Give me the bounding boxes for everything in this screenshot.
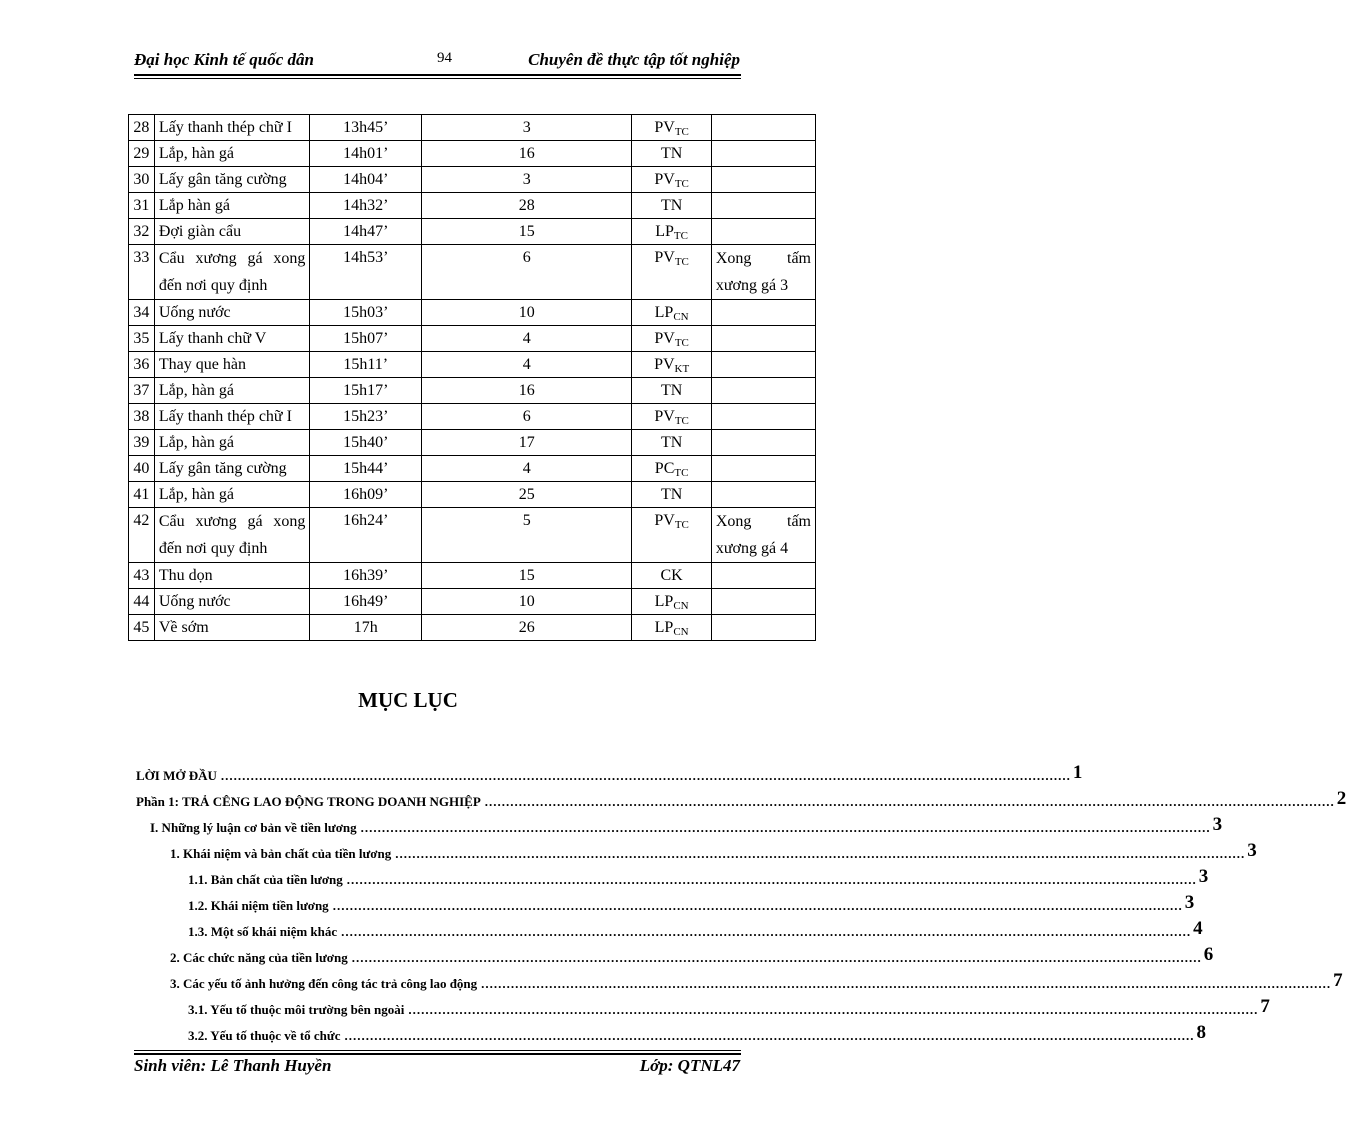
- code-main: LP: [655, 223, 674, 240]
- row-number-text: 35: [133, 330, 150, 347]
- row-time-text: 14h01’: [343, 145, 389, 162]
- code-main: TN: [660, 197, 683, 214]
- row-time-text: 14h47’: [343, 223, 389, 240]
- header-rule: [134, 74, 741, 76]
- toc-leader-dots: ........................................................................................................................................................................................................: [344, 1028, 1195, 1043]
- table-row: [129, 378, 816, 404]
- row-time: [310, 167, 422, 193]
- table-row: [129, 245, 816, 300]
- footer-student: Sinh viên: Lê Thanh Huyền: [134, 1056, 332, 1075]
- row-code: [632, 352, 711, 378]
- row-minutes-text: 15: [518, 223, 535, 240]
- toc-entry-label: 3. Các yếu tố ảnh hưởng đến công tác trả công lao động: [170, 976, 478, 991]
- table-row: [129, 456, 816, 482]
- row-minutes: [422, 300, 632, 326]
- row-number: [129, 508, 155, 563]
- row-time-text: 15h40’: [343, 434, 389, 451]
- row-minutes: [422, 378, 632, 404]
- header-page-number: 94: [437, 50, 452, 66]
- row-task-text: Về sớm: [158, 619, 209, 636]
- toc-leader-dots: ........................................................................................................................................................................................................: [395, 846, 1246, 861]
- row-time: [310, 430, 422, 456]
- table-row: [129, 326, 816, 352]
- toc-entry[interactable]: [136, 940, 1214, 966]
- row-code: [632, 167, 711, 193]
- row-time-text: 14h04’: [343, 171, 389, 188]
- row-task-text: Uống nước: [158, 593, 231, 610]
- code-main: PV: [654, 356, 675, 373]
- row-number: [129, 482, 155, 508]
- code-main: PV: [654, 512, 675, 529]
- toc-entry-label: 1.3. Một số khái niệm khác: [188, 924, 338, 939]
- code-main: PC: [654, 460, 675, 477]
- toc-leader-dots: ........................................................................................................................................................................................................: [360, 820, 1211, 835]
- toc-entry-label: I. Những lý luận cơ bản về tiền lương: [150, 820, 357, 835]
- row-number: [129, 378, 155, 404]
- row-task: [154, 615, 310, 641]
- row-time: [310, 141, 422, 167]
- toc-entry-page: 7: [1333, 970, 1343, 991]
- row-task: [154, 219, 310, 245]
- toc-leader-dots: ........................................................................................................................................................................................................: [481, 976, 1332, 991]
- row-minutes: [422, 219, 632, 245]
- row-task: [154, 404, 310, 430]
- row-task-text: Lấy thanh thép chữ I: [158, 119, 292, 136]
- toc-entry[interactable]: [136, 992, 1270, 1018]
- table-row: [129, 141, 816, 167]
- row-minutes: [422, 430, 632, 456]
- table-row: [129, 404, 816, 430]
- toc-entry-label: Phần 1: TRẢ CÊNG LAO ĐỘNG TRONG DOANH NGHIỆP: [136, 794, 481, 809]
- row-task: [154, 245, 310, 300]
- code-subscript: CN: [673, 626, 689, 638]
- row-note: [711, 615, 815, 641]
- code-subscript: TC: [673, 230, 688, 242]
- toc-title: MỤC LỤC: [358, 688, 458, 712]
- table-row: [129, 167, 816, 193]
- row-minutes-text: 3: [522, 119, 531, 136]
- row-number: [129, 589, 155, 615]
- row-time: [310, 615, 422, 641]
- row-task-text: Lắp, hàn gá: [158, 382, 234, 399]
- row-task: [154, 456, 310, 482]
- row-note: [711, 482, 815, 508]
- code-subscript: TC: [674, 256, 689, 268]
- row-minutes: [422, 141, 632, 167]
- table-row: [129, 193, 816, 219]
- row-minutes-text: 28: [518, 197, 535, 214]
- row-number-text: 36: [133, 356, 150, 373]
- row-number: [129, 456, 155, 482]
- row-task: [154, 482, 310, 508]
- row-time-text: 13h45’: [343, 119, 389, 136]
- row-number-text: 30: [133, 171, 150, 188]
- row-time: [310, 300, 422, 326]
- header-document-type: Chuyên đề thực tập tốt nghiệp: [528, 50, 740, 69]
- row-time: [310, 245, 422, 300]
- row-minutes-text: 3: [522, 171, 531, 188]
- row-time: [310, 563, 422, 589]
- work-table-body: [129, 115, 816, 641]
- code-subscript: TC: [674, 178, 689, 190]
- toc-leader-dots: ........................................................................................................................................................................................................: [220, 768, 1071, 783]
- row-time: [310, 482, 422, 508]
- row-minutes-text: 6: [522, 408, 531, 425]
- row-task-text: Lắp hàn gá: [158, 197, 230, 214]
- footer-rule: [134, 1053, 741, 1055]
- row-task: [154, 508, 310, 563]
- toc-entry[interactable]: [136, 914, 1203, 940]
- row-number: [129, 404, 155, 430]
- code-main: TN: [660, 486, 683, 503]
- row-number-text: 40: [133, 460, 150, 477]
- row-time: [310, 456, 422, 482]
- row-task-text: Thay que hàn: [158, 356, 246, 373]
- row-task-text: Lắp, hàn gá: [158, 486, 234, 503]
- row-task: [154, 167, 310, 193]
- row-note: [711, 245, 815, 300]
- code-subscript: TC: [674, 519, 689, 531]
- row-code: [632, 563, 711, 589]
- toc-entry[interactable]: [136, 784, 1346, 810]
- row-number-text: 42: [133, 512, 150, 529]
- page-footer: [134, 1056, 740, 1080]
- table-row: [129, 563, 816, 589]
- row-minutes-text: 25: [518, 486, 535, 503]
- row-number: [129, 219, 155, 245]
- row-number: [129, 563, 155, 589]
- toc-entry-page: 6: [1203, 944, 1214, 965]
- table-row: [129, 589, 816, 615]
- row-time-text: 15h44’: [343, 460, 389, 477]
- row-number-text: 44: [133, 593, 150, 610]
- row-code: [632, 141, 711, 167]
- row-number-text: 45: [133, 619, 150, 636]
- table-row: [129, 430, 816, 456]
- code-subscript: TC: [674, 467, 689, 479]
- row-minutes: [422, 404, 632, 430]
- toc-entry-label: 1. Khái niệm và bản chất của tiền lương: [170, 846, 392, 861]
- row-minutes-text: 4: [522, 460, 531, 477]
- toc-entry[interactable]: [136, 810, 1223, 836]
- row-minutes: [422, 326, 632, 352]
- header-university: Đại học Kinh tế quốc dân: [134, 50, 314, 69]
- toc-entry-label: LỜI MỞ ĐẦU: [136, 768, 217, 783]
- row-number-text: 34: [133, 304, 150, 321]
- row-task-text: Lấy thanh thép chữ I: [158, 408, 292, 425]
- row-note: [711, 326, 815, 352]
- row-number: [129, 245, 155, 300]
- row-number: [129, 615, 155, 641]
- page-header: [134, 50, 740, 72]
- row-minutes-text: 10: [518, 304, 535, 321]
- row-task-text: Thu dọn: [158, 567, 213, 584]
- row-minutes-text: 6: [522, 249, 531, 266]
- toc-entry[interactable]: [136, 836, 1257, 862]
- row-time-text: 14h53’: [343, 249, 389, 266]
- row-note: [711, 141, 815, 167]
- row-note: [711, 352, 815, 378]
- row-number: [129, 193, 155, 219]
- toc-leader-dots: ........................................................................................................................................................................................................: [351, 950, 1202, 965]
- row-number-text: 39: [133, 434, 150, 451]
- row-number: [129, 352, 155, 378]
- row-code: [632, 193, 711, 219]
- code-main: CK: [660, 567, 683, 584]
- row-note: [711, 193, 815, 219]
- row-time-text: 16h24’: [343, 512, 389, 529]
- code-main: PV: [654, 119, 675, 136]
- table-row: [129, 482, 816, 508]
- code-subscript: CN: [673, 600, 689, 612]
- row-minutes: [422, 508, 632, 563]
- code-main: PV: [654, 171, 675, 188]
- toc-leader-dots: ........................................................................................................................................................................................................: [346, 872, 1197, 887]
- row-time: [310, 219, 422, 245]
- row-task-text: Lắp, hàn gá: [158, 145, 234, 162]
- row-task: [154, 430, 310, 456]
- row-note-text: Xong tấm xương gá 4: [715, 513, 811, 557]
- table-row: [129, 615, 816, 641]
- code-main: PV: [654, 408, 675, 425]
- row-number: [129, 115, 155, 141]
- row-minutes-text: 17: [518, 434, 535, 451]
- row-task-text: Uống nước: [158, 304, 231, 321]
- row-minutes-text: 5: [522, 512, 531, 529]
- row-code: [632, 378, 711, 404]
- row-task-text: Lấy gân tăng cường: [158, 460, 287, 477]
- row-note: [711, 430, 815, 456]
- row-note: [711, 219, 815, 245]
- row-number: [129, 141, 155, 167]
- code-main: TN: [660, 382, 683, 399]
- row-time: [310, 404, 422, 430]
- row-time: [310, 589, 422, 615]
- code-subscript: TC: [674, 337, 689, 349]
- toc-entry-page: 2: [1336, 788, 1346, 809]
- row-number-text: 41: [133, 486, 150, 503]
- row-task-text: Cẩu xương gá xong đến nơi quy định: [158, 250, 306, 294]
- row-task-text: Cẩu xương gá xong đến nơi quy định: [158, 513, 306, 557]
- code-main: TN: [660, 434, 683, 451]
- row-minutes: [422, 245, 632, 300]
- toc-entry[interactable]: [136, 862, 1209, 888]
- table-row: [129, 300, 816, 326]
- toc-leader-dots: ........................................................................................................................................................................................................: [341, 924, 1192, 939]
- row-time-text: 16h09’: [343, 486, 389, 503]
- row-task: [154, 193, 310, 219]
- row-time-text: 14h32’: [343, 197, 389, 214]
- row-code: [632, 300, 711, 326]
- toc-entry-label: 3.1. Yếu tố thuộc môi trường bên ngoài: [188, 1002, 405, 1017]
- row-task-text: Lấy gân tăng cường: [158, 171, 287, 188]
- work-time-table: [128, 114, 816, 641]
- toc-entry-page: 3: [1247, 840, 1257, 861]
- code-subscript: TC: [674, 415, 689, 427]
- row-time: [310, 508, 422, 563]
- code-main: LP: [654, 304, 674, 321]
- row-note: [711, 300, 815, 326]
- code-subscript: CN: [673, 311, 689, 323]
- row-number-text: 29: [133, 145, 150, 162]
- row-task-text: Lấy thanh chữ V: [158, 330, 267, 347]
- code-main: PV: [654, 249, 675, 266]
- code-subscript: KT: [674, 363, 690, 375]
- row-time-text: 16h39’: [343, 567, 389, 584]
- row-note: [711, 404, 815, 430]
- toc-leader-dots: ........................................................................................................................................................................................................: [484, 794, 1335, 809]
- table-row: [129, 508, 816, 563]
- footer-rule-thin: [134, 1050, 741, 1051]
- row-minutes: [422, 589, 632, 615]
- row-number: [129, 300, 155, 326]
- row-task: [154, 378, 310, 404]
- row-task: [154, 115, 310, 141]
- code-main: LP: [654, 619, 674, 636]
- toc-entry-page: 3: [1198, 866, 1209, 887]
- toc-entry-label: 2. Các chức năng của tiền lương: [170, 950, 348, 965]
- toc-entry-page: 3: [1212, 814, 1223, 835]
- row-code: [632, 456, 711, 482]
- row-note: [711, 115, 815, 141]
- toc-entry-label: 1.2. Khái niệm tiền lương: [188, 898, 329, 913]
- row-time: [310, 352, 422, 378]
- row-number-text: 33: [133, 249, 150, 266]
- row-minutes-text: 16: [518, 145, 535, 162]
- code-main: PV: [654, 330, 675, 347]
- row-note-text: Xong tấm xương gá 3: [715, 250, 811, 294]
- row-task: [154, 589, 310, 615]
- row-minutes-text: 4: [522, 330, 531, 347]
- row-number: [129, 326, 155, 352]
- toc-entry-page: 8: [1196, 1022, 1206, 1043]
- row-minutes: [422, 115, 632, 141]
- row-task: [154, 326, 310, 352]
- row-code: [632, 430, 711, 456]
- row-number-text: 31: [133, 197, 150, 214]
- toc-entry-label: 1.1. Bản chất của tiền lương: [188, 872, 343, 887]
- row-minutes-text: 15: [518, 567, 535, 584]
- row-time: [310, 326, 422, 352]
- row-time-text: 15h07’: [343, 330, 389, 347]
- row-code: [632, 615, 711, 641]
- row-minutes: [422, 563, 632, 589]
- row-task: [154, 141, 310, 167]
- toc-entry-page: 1: [1072, 762, 1083, 783]
- row-number-text: 37: [133, 382, 150, 399]
- code-main: TN: [660, 145, 683, 162]
- table-of-contents: [136, 758, 1346, 1044]
- code-main: LP: [654, 593, 674, 610]
- code-subscript: TC: [674, 126, 689, 138]
- table-row: [129, 219, 816, 245]
- row-number-text: 28: [133, 119, 150, 136]
- row-code: [632, 404, 711, 430]
- row-task: [154, 352, 310, 378]
- toc-leader-dots: ........................................................................................................................................................................................................: [408, 1002, 1259, 1017]
- row-code: [632, 482, 711, 508]
- table-row: [129, 115, 816, 141]
- toc-entry[interactable]: [136, 758, 1083, 784]
- row-number-text: 43: [133, 567, 150, 584]
- row-number: [129, 430, 155, 456]
- row-code: [632, 508, 711, 563]
- row-code: [632, 245, 711, 300]
- row-task: [154, 563, 310, 589]
- toc-entry[interactable]: [136, 966, 1343, 992]
- row-time: [310, 115, 422, 141]
- row-note: [711, 167, 815, 193]
- row-note: [711, 589, 815, 615]
- toc-entry-page: 4: [1193, 918, 1203, 939]
- row-time-text: 16h49’: [343, 593, 389, 610]
- row-minutes: [422, 167, 632, 193]
- row-note: [711, 378, 815, 404]
- row-minutes-text: 4: [522, 356, 531, 373]
- row-minutes: [422, 193, 632, 219]
- row-code: [632, 115, 711, 141]
- row-note: [711, 563, 815, 589]
- row-note: [711, 456, 815, 482]
- row-code: [632, 589, 711, 615]
- row-note: [711, 508, 815, 563]
- row-minutes: [422, 352, 632, 378]
- row-number-text: 38: [133, 408, 150, 425]
- row-time-text: 17h: [353, 619, 378, 636]
- row-minutes: [422, 615, 632, 641]
- row-minutes: [422, 456, 632, 482]
- row-number-text: 32: [133, 223, 150, 240]
- row-number: [129, 167, 155, 193]
- row-minutes: [422, 482, 632, 508]
- header-rule-thin: [134, 78, 741, 79]
- row-time: [310, 378, 422, 404]
- row-minutes-text: 26: [518, 619, 535, 636]
- row-time-text: 15h03’: [343, 304, 389, 321]
- row-task: [154, 300, 310, 326]
- toc-entry[interactable]: [136, 888, 1195, 914]
- row-code: [632, 326, 711, 352]
- toc-entry[interactable]: [136, 1018, 1206, 1044]
- row-minutes-text: 16: [518, 382, 535, 399]
- toc-entry-page: 3: [1184, 892, 1195, 913]
- row-time-text: 15h23’: [343, 408, 389, 425]
- row-task-text: Đợi giàn cẩu: [158, 223, 242, 240]
- footer-class: Lớp: QTNL47: [639, 1056, 740, 1075]
- row-task-text: Lắp, hàn gá: [158, 434, 234, 451]
- row-minutes-text: 10: [518, 593, 535, 610]
- toc-leader-dots: ........................................................................................................................................................................................................: [332, 898, 1183, 913]
- toc-entry-page: 7: [1260, 996, 1270, 1017]
- row-time-text: 15h17’: [343, 382, 389, 399]
- table-row: [129, 352, 816, 378]
- row-code: [632, 219, 711, 245]
- row-time: [310, 193, 422, 219]
- toc-entry-label: 3.2. Yếu tố thuộc về tổ chức: [188, 1028, 341, 1043]
- row-time-text: 15h11’: [343, 356, 389, 373]
